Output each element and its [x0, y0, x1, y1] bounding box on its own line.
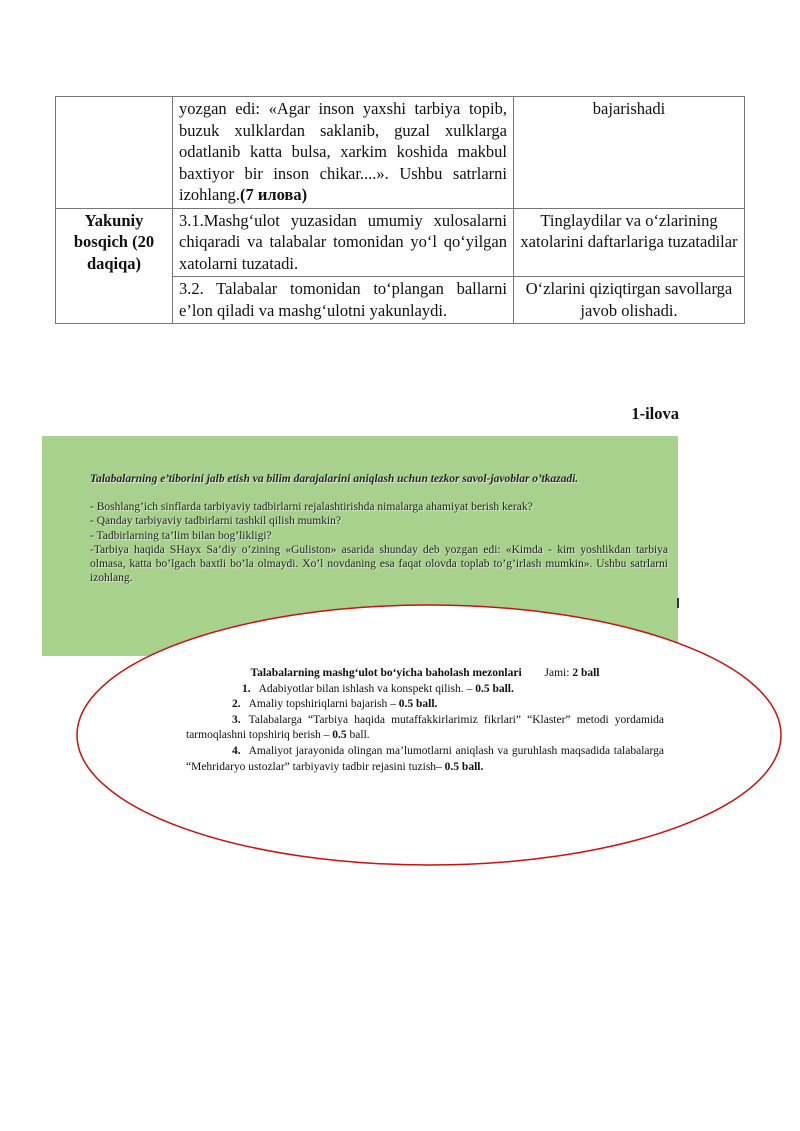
table-row — [56, 97, 745, 209]
table-row — [56, 208, 745, 277]
criteria-total-label: Jami: — [544, 667, 570, 679]
activity-text: yozgan edi: «Agar inson yaxshi tarbiya topib, buzuk xulklardan saklanib, guzal xulklarga odatlanib katta bulsa, xarkim koshida makbul baxtiyor bir inson chikar....». Ushbu satrlarni izohlang. — [179, 99, 507, 204]
green-box-text — [90, 472, 668, 585]
criteria-block — [186, 666, 664, 775]
criteria-item: 1. Adabiyotlar bilan ishlash va konspekt qilish. – 0.5 ball. — [242, 682, 514, 695]
students-cell: bajarishadi — [514, 97, 745, 209]
green-box-title: Talabalarning e’tiborini jalb etish va bilim darajalarini aniqlash uchun tezkor savol-javoblar o’tkazadi. — [90, 473, 579, 485]
activity-cell — [173, 97, 514, 209]
question-line: - Boshlang’ich sinflarda tarbiyaviy tadbirlarni rejalashtirishda nimalarga ahamiyat berish kerak? — [90, 501, 533, 514]
criteria-total-value: 2 ball — [572, 667, 600, 679]
lesson-plan-table — [55, 96, 745, 324]
criteria-title: Talabalarning mashg‘ulot bo‘yicha baholash mezonlari — [250, 667, 522, 679]
activity-cell: 3.1.Mashg‘ulot yuzasidan umumiy xulosalarni chiqaradi va talabalar tomonidan yo‘l qo‘yilgan xatolarni tuzatadi. — [173, 208, 514, 277]
stage-cell: Yakuniy bosqich (20 daqiqa) — [56, 208, 173, 324]
activity-cell: 3.2. Talabalar tomonidan to‘plangan ballarni e’lon qiladi va mashg‘ulotni yakunlaydi. — [173, 277, 514, 324]
criteria-header — [186, 666, 664, 682]
question-line: - Tadbirlarning ta’lim bilan bog’likligi? — [90, 529, 272, 542]
appendix-label: 1-ilova — [631, 404, 679, 423]
question-line: - Qanday tarbiyaviy tadbirlarni tashkil qilish mumkin? — [90, 515, 342, 528]
stage-cell — [56, 97, 173, 209]
criteria-item: 4. Amaliyot jarayonida olingan ma’lumotlarni aniqlash va guruhlash maqsadida talabalarga “Mehridaryo ustozlar” tarbiyaviy tadbir rejasini tuzish– 0.5 ball. — [186, 744, 664, 773]
students-cell: Tinglaydilar va o‘zlarining xatolarini daftarlariga tuzatadilar — [514, 208, 745, 277]
criteria-item: 3. Talabalarga “Tarbiya haqida mutaffakkirlarimiz fikrlari” “Klaster” metodi yordamida tarmoqlashni topshiriq berish – 0.5 ball. — [186, 713, 664, 742]
students-cell: O‘zlarini qiziqtirgan savollarga javob olishadi. — [514, 277, 745, 324]
criteria-item: 2. Amaliy topshiriqlarni bajarish – 0.5 ball. — [232, 698, 438, 711]
activity-ref: (7 илова) — [239, 185, 308, 204]
question-line: -Tarbiya haqida SHayx Sa’diy o’zining «Guliston» asarida shunday deb yozgan edi: «Kimda - kim yoshlikdan tarbiya olmasa, katta bo’lgach baxtli bo’la olmaydi. Xo’l novdaning esa faqat olovda toplab to’g’irlash mumkin». Ushbu satrlarni izohlang. — [90, 543, 668, 585]
